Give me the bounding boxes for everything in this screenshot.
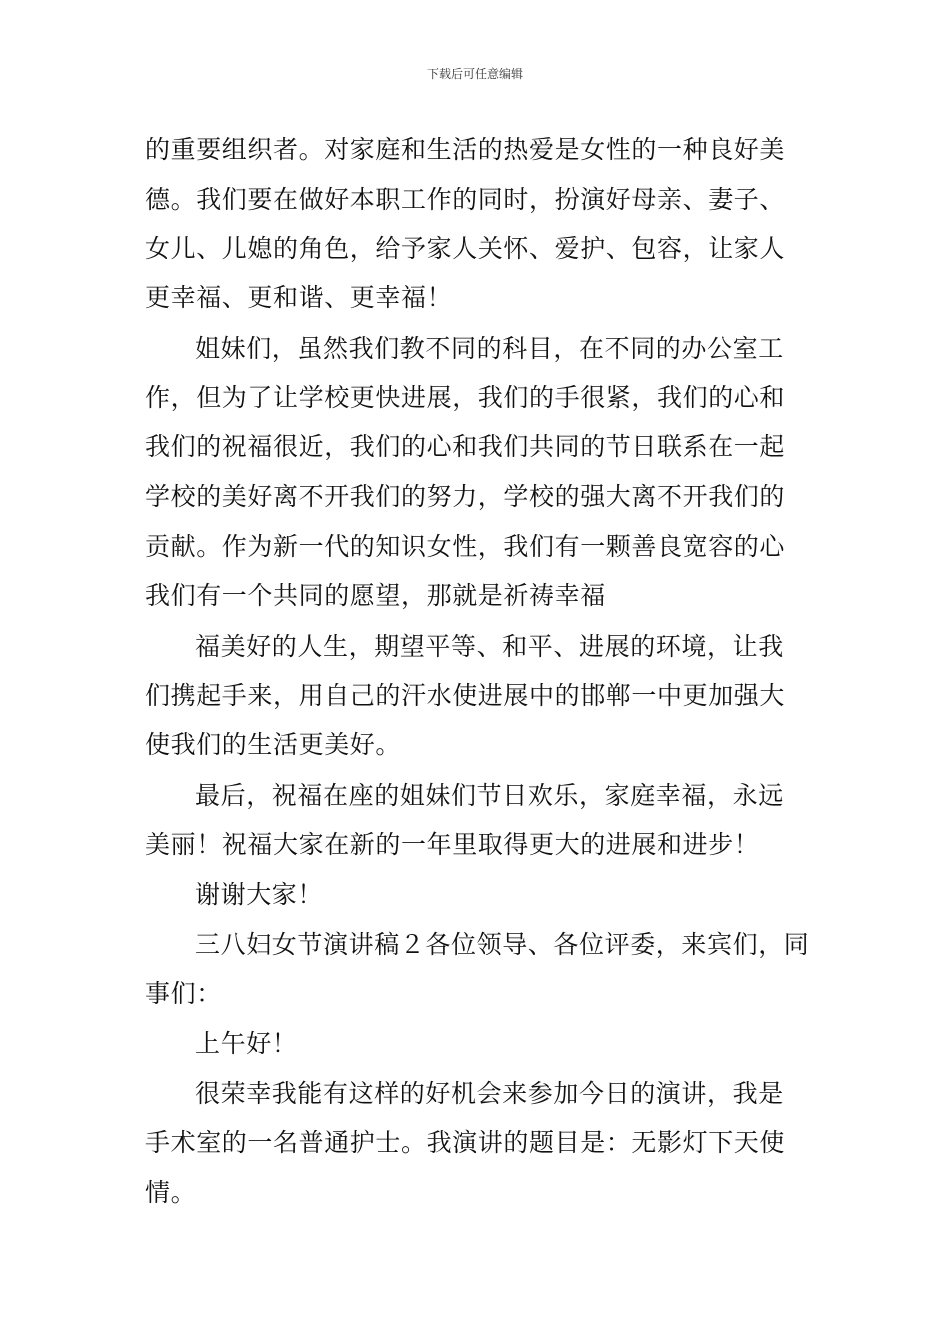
text-line: 使我们的生活更美好。 xyxy=(145,730,402,759)
text-line: 福美好的人生，期望平等、和平、进展的环境，让我 xyxy=(195,632,784,661)
text-line: 作，但为了让学校更快进展，我们的手很紧，我们的心和 xyxy=(145,383,786,412)
text-line: 手术室的一名普通护士。我演讲的题目是：无影灯下天使 xyxy=(145,1128,786,1157)
text-line: 情。 xyxy=(145,1178,197,1207)
text-line: 更幸福、更和谐、更幸福！ xyxy=(145,283,453,312)
text-line: 们携起手来，用自己的汗水使进展中的邯郸一中更加强大 xyxy=(145,681,786,710)
text-line: 的重要组织者。对家庭和生活的热爱是女性的一种良好美 xyxy=(145,135,786,164)
text-line: 女儿、儿媳的角色，给予家人关怀、爱护、包容，让家人 xyxy=(145,234,786,263)
text-line: 很荣幸我能有这样的好机会来参加今日的演讲，我是 xyxy=(195,1079,784,1108)
text-line: 我们有一个共同的愿望，那就是祈祷幸福 xyxy=(145,581,606,610)
text-line: 贡献。作为新一代的知识女性，我们有一颗善良宽容的心 xyxy=(145,532,786,561)
text-line: 美丽！祝福大家在新的一年里取得更大的进展和进步！ xyxy=(145,830,760,859)
text-line: 德。我们要在做好本职工作的同时，扮演好母亲、妻子、 xyxy=(145,185,786,214)
text-line: 最后，祝福在座的姐妹们节日欢乐，家庭幸福，永远 xyxy=(195,781,784,810)
page-header: 下载后可任意编辑 xyxy=(426,67,523,81)
text-line: 学校的美好离不开我们的努力，学校的强大离不开我们的 xyxy=(145,482,786,511)
text-line: 谢谢大家！ xyxy=(195,880,324,909)
text-line: 三八妇女节演讲稿２各位领导、各位评委，来宾们，同 xyxy=(195,930,810,959)
text-line: 事们： xyxy=(145,979,222,1008)
text-line: 姐妹们，虽然我们教不同的科目，在不同的办公室工 xyxy=(195,334,784,363)
text-line: 上午好！ xyxy=(195,1029,298,1058)
text-line: 我们的祝福很近，我们的心和我们共同的节日联系在一起 xyxy=(145,432,786,461)
